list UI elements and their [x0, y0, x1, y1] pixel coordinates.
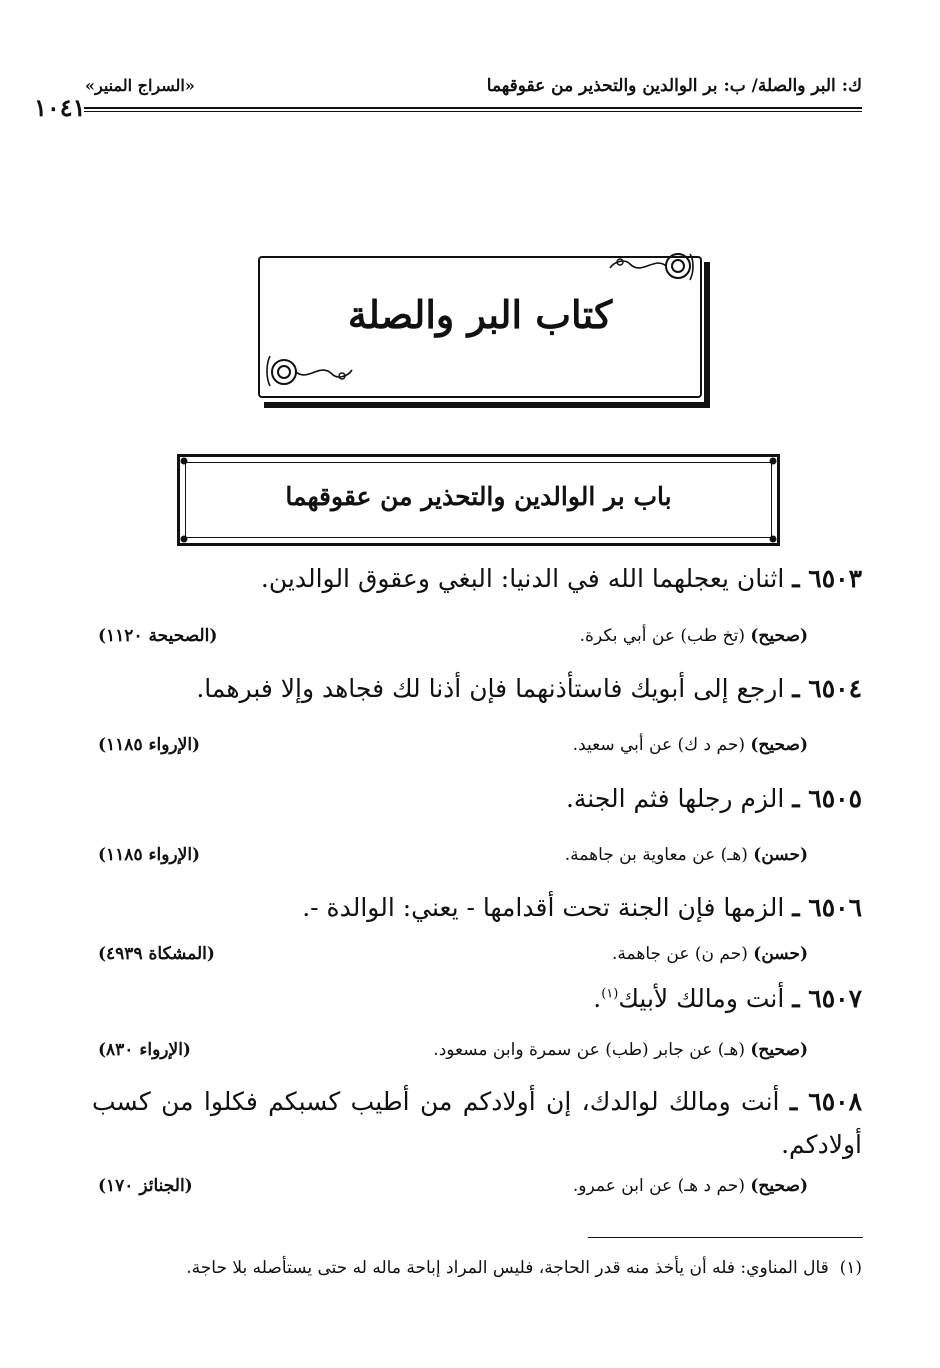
hadith-text — [566, 784, 862, 813]
hadith-number: ٦٥٠٧ ـ — [792, 984, 862, 1013]
hadith-source — [573, 1176, 808, 1196]
hadith-text — [196, 674, 862, 703]
hadith-reference: (الإرواء ١١٨٥) — [98, 845, 201, 865]
hadith-body: أنت ومالك لوالدك، إن أولادكم من أطيب كسبكم فكلوا من كسب أولادكم. — [92, 1087, 862, 1159]
hadith-body: ارجع إلى أبويك فاستأذنهما فإن أذنا لك فجاهد وإلا فبرهما. — [196, 674, 785, 703]
footnote-marker[interactable]: (١) — [601, 986, 619, 1002]
hadith-body-end: . — [593, 984, 602, 1013]
hadith-reference: (الإرواء ٨٣٠) — [98, 1040, 191, 1060]
hadith-narrators: (حم ن) عن جاهمة. — [612, 944, 748, 964]
corner-ornament-icon — [179, 456, 189, 469]
hadith-text — [261, 564, 862, 593]
hadith-source — [612, 944, 808, 964]
hadith-number: ٦٥٠٤ ـ — [792, 674, 862, 703]
footnote-number: (١) — [839, 1258, 862, 1278]
corner-ornament-icon — [768, 456, 778, 469]
hadith-number: ٦٥٠٦ ـ — [792, 893, 862, 922]
hadith-number: ٦٥٠٥ ـ — [792, 784, 862, 813]
hadith-grade: (صحيح) — [750, 735, 808, 755]
hadith-reference: (المشكاة ٤٩٣٩) — [98, 944, 215, 964]
hadith-number: ٦٥٠٣ ـ — [792, 564, 862, 593]
hadith-reference: (الإرواء ١١٨٥) — [98, 735, 201, 755]
hadith-grade: (صحيح) — [750, 626, 808, 646]
hadith-body: الزمها فإن الجنة تحت أقدامها - يعني: الوالدة -. — [302, 893, 785, 922]
hadith-number: ٦٥٠٨ ـ — [789, 1087, 863, 1116]
footnote-rule — [588, 1237, 863, 1238]
hadith-body: اثنان يعجلهما الله في الدنيا: البغي وعقوق الوالدين. — [260, 564, 785, 593]
hadith-grade: (حسن) — [753, 845, 808, 865]
header-rule-thin — [84, 111, 862, 112]
hadith-source — [573, 735, 808, 755]
hadith-source — [580, 626, 808, 646]
hadith-grade: (حسن) — [753, 944, 808, 964]
hadith-reference: (الصحيحة ١١٢٠) — [98, 626, 218, 646]
floral-ornament-icon — [606, 250, 698, 292]
hadith-text — [92, 1080, 862, 1166]
header-rule — [84, 107, 862, 109]
chapter-title: باب بر الوالدين والتحذير من عقوقهما — [285, 482, 672, 511]
hadith-body: الزم رجلها فثم الجنة. — [565, 784, 785, 813]
hadith-grade: (صحيح) — [750, 1176, 808, 1196]
hadith-source — [433, 1040, 808, 1060]
hadith-body: أنت ومالك لأبيك — [618, 984, 785, 1013]
hadith-narrators: (حم د هـ) عن ابن عمرو. — [572, 1176, 745, 1196]
floral-ornament-icon — [264, 350, 356, 396]
running-header-book: «السراج المنير» — [85, 76, 195, 95]
hadith-narrators: (تخ طب) عن أبي بكرة. — [579, 626, 745, 646]
hadith-source — [565, 845, 808, 865]
hadith-narrators: (حم د ك) عن أبي سعيد. — [572, 735, 745, 755]
hadith-reference: (الجنائز ١٧٠) — [98, 1176, 193, 1196]
hadith-narrators: (هـ) عن جابر (طب) عن سمرة وابن مسعود. — [433, 1040, 745, 1060]
hadith-text — [593, 984, 862, 1013]
corner-ornament-icon — [179, 534, 189, 547]
footnote-text: قال المناوي: فله أن يأخذ منه قدر الحاجة، فليس المراد إباحة ماله له حتى يستأصله بلا حاجة. — [186, 1258, 829, 1278]
running-header-title: ك: البر والصلة/ ب: بر الوالدين والتحذير من عقوقهما — [486, 76, 862, 96]
hadith-text — [302, 893, 862, 922]
corner-ornament-icon — [768, 534, 778, 547]
book-title: كتاب البر والصلة — [347, 292, 613, 337]
hadith-grade: (صحيح) — [750, 1040, 808, 1060]
page-number: ١٠٤١ — [34, 93, 86, 122]
footnote — [92, 1258, 862, 1278]
hadith-narrators: (هـ) عن معاوية بن جاهمة. — [564, 845, 748, 865]
